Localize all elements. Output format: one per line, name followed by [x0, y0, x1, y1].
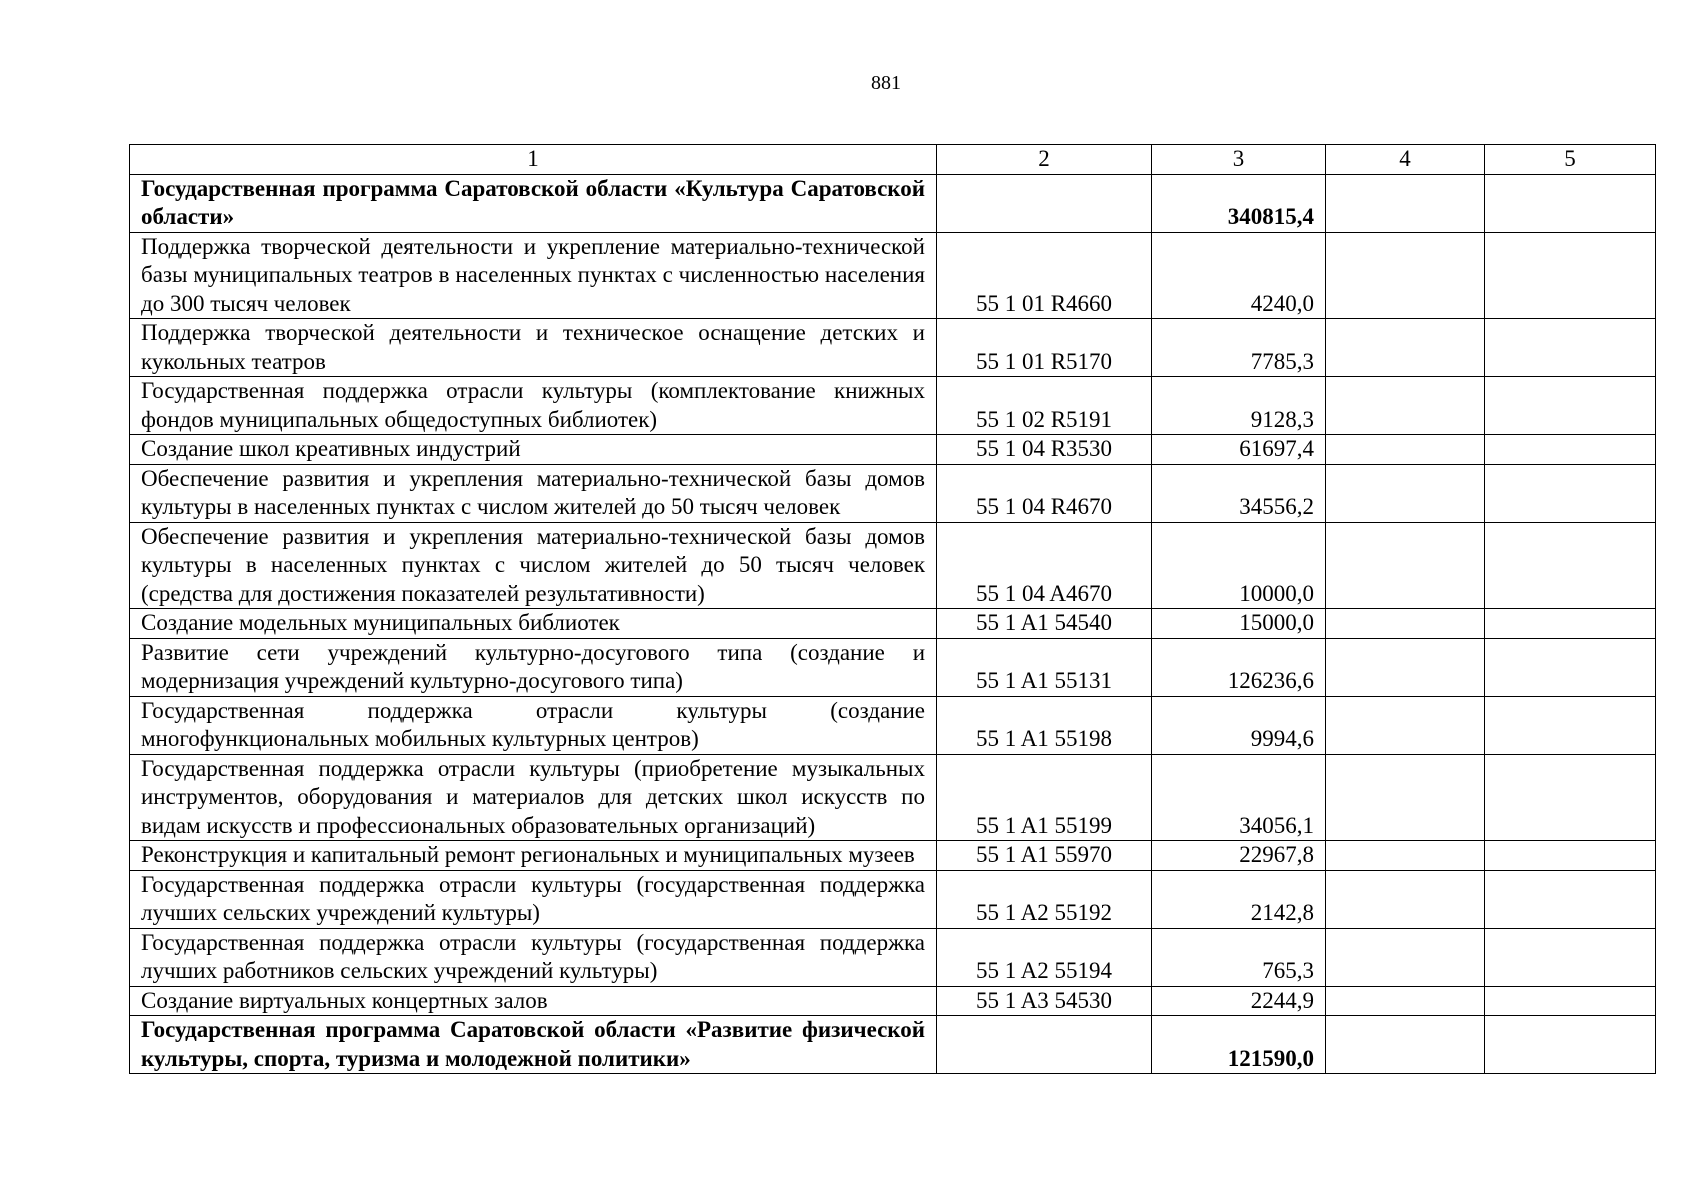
- row-col5-cell: [1485, 986, 1656, 1016]
- row-col4-cell: [1326, 174, 1485, 232]
- row-name-cell: Развитие сети учреждений культурно-досугового типа (создание и модернизация учреждений культурно-досугового типа): [130, 638, 937, 696]
- row-code-cell: 55 1 01 R5170: [937, 319, 1152, 377]
- row-col4-cell: [1326, 435, 1485, 465]
- row-name-cell: Государственная поддержка отрасли культуры (государственная поддержка лучших сельских учреждений культуры): [130, 870, 937, 928]
- row-amount-cell: 2142,8: [1152, 870, 1326, 928]
- row-col4-cell: [1326, 870, 1485, 928]
- row-col4-cell: [1326, 232, 1485, 319]
- row-col4-cell: [1326, 609, 1485, 639]
- row-col4-cell: [1326, 464, 1485, 522]
- row-col4-cell: [1326, 928, 1485, 986]
- row-col4-cell: [1326, 1016, 1485, 1074]
- row-col5-cell: [1485, 754, 1656, 841]
- table-row: [130, 754, 1656, 841]
- row-name-cell: Государственная поддержка отрасли культуры (приобретение музыкальных инструментов, оборудования и материалов для детских школ искусств по видам искусств и профессиональных образовательных организаций): [130, 754, 937, 841]
- row-code-cell: 55 1 04 R3530: [937, 435, 1152, 465]
- row-amount-cell: 121590,0: [1152, 1016, 1326, 1074]
- column-header-3: 3: [1152, 145, 1326, 175]
- row-col4-cell: [1326, 754, 1485, 841]
- table-row: [130, 841, 1656, 871]
- row-name-cell: Обеспечение развития и укрепления материально-технической базы домов культуры в населенных пунктах с числом жителей до 50 тысяч человек (средства для достижения показателей результативности): [130, 522, 937, 609]
- row-name-cell: Создание модельных муниципальных библиотек: [130, 609, 937, 639]
- table-row: [130, 435, 1656, 465]
- row-amount-cell: 765,3: [1152, 928, 1326, 986]
- table-row: [130, 464, 1656, 522]
- table-row: [130, 319, 1656, 377]
- row-code-cell: 55 1 02 R5191: [937, 377, 1152, 435]
- row-amount-cell: 4240,0: [1152, 232, 1326, 319]
- row-name-cell: Государственная поддержка отрасли культуры (создание многофункциональных мобильных культурных центров): [130, 696, 937, 754]
- table-row: [130, 609, 1656, 639]
- row-code-cell: 55 1 A1 55970: [937, 841, 1152, 871]
- row-col5-cell: [1485, 319, 1656, 377]
- table-row: [130, 638, 1656, 696]
- row-name-cell: Реконструкция и капитальный ремонт региональных и муниципальных музеев: [130, 841, 937, 871]
- row-name-cell: Государственная поддержка отрасли культуры (комплектование книжных фондов муниципальных общедоступных библиотек): [130, 377, 937, 435]
- program-row: [130, 1016, 1656, 1074]
- row-code-cell: 55 1 A1 55199: [937, 754, 1152, 841]
- row-col5-cell: [1485, 377, 1656, 435]
- column-header-row: [130, 145, 1656, 175]
- row-col5-cell: [1485, 174, 1656, 232]
- row-amount-cell: 2244,9: [1152, 986, 1326, 1016]
- row-code-cell: 55 1 A2 55192: [937, 870, 1152, 928]
- row-name-cell: Поддержка творческой деятельности и техническое оснащение детских и кукольных театров: [130, 319, 937, 377]
- row-code-cell: 55 1 A1 55131: [937, 638, 1152, 696]
- row-amount-cell: 22967,8: [1152, 841, 1326, 871]
- row-col5-cell: [1485, 696, 1656, 754]
- row-name-cell: Государственная поддержка отрасли культуры (государственная поддержка лучших работников сельских учреждений культуры): [130, 928, 937, 986]
- table-row: [130, 870, 1656, 928]
- row-code-cell: 55 1 A1 54540: [937, 609, 1152, 639]
- row-col4-cell: [1326, 377, 1485, 435]
- column-header-1: 1: [130, 145, 937, 175]
- row-col5-cell: [1485, 464, 1656, 522]
- program-row: [130, 174, 1656, 232]
- table-row: [130, 522, 1656, 609]
- budget-table-body: [130, 145, 1656, 1074]
- row-code-cell: [937, 174, 1152, 232]
- row-col5-cell: [1485, 232, 1656, 319]
- row-code-cell: 55 1 04 A4670: [937, 522, 1152, 609]
- row-amount-cell: 61697,4: [1152, 435, 1326, 465]
- table-row: [130, 377, 1656, 435]
- row-code-cell: 55 1 A3 54530: [937, 986, 1152, 1016]
- row-col5-cell: [1485, 870, 1656, 928]
- row-col4-cell: [1326, 638, 1485, 696]
- row-col5-cell: [1485, 638, 1656, 696]
- row-col5-cell: [1485, 928, 1656, 986]
- table-row: [130, 232, 1656, 319]
- row-col5-cell: [1485, 522, 1656, 609]
- row-amount-cell: 10000,0: [1152, 522, 1326, 609]
- row-code-cell: 55 1 A1 55198: [937, 696, 1152, 754]
- row-name-cell: Создание виртуальных концертных залов: [130, 986, 937, 1016]
- row-col4-cell: [1326, 986, 1485, 1016]
- row-name-cell: Обеспечение развития и укрепления материально-технической базы домов культуры в населенных пунктах с числом жителей до 50 тысяч человек: [130, 464, 937, 522]
- row-amount-cell: 126236,6: [1152, 638, 1326, 696]
- row-col4-cell: [1326, 841, 1485, 871]
- row-code-cell: 55 1 A2 55194: [937, 928, 1152, 986]
- row-amount-cell: 9994,6: [1152, 696, 1326, 754]
- row-code-cell: [937, 1016, 1152, 1074]
- row-amount-cell: 7785,3: [1152, 319, 1326, 377]
- row-name-cell: Поддержка творческой деятельности и укрепление материально-технической базы муниципальных театров в населенных пунктах с численностью населения до 300 тысяч человек: [130, 232, 937, 319]
- row-amount-cell: 9128,3: [1152, 377, 1326, 435]
- row-col4-cell: [1326, 522, 1485, 609]
- row-name-cell: Государственная программа Саратовской области «Культура Саратовской области»: [130, 174, 937, 232]
- table-row: [130, 986, 1656, 1016]
- row-code-cell: 55 1 01 R4660: [937, 232, 1152, 319]
- row-name-cell: Создание школ креативных индустрий: [130, 435, 937, 465]
- row-col5-cell: [1485, 609, 1656, 639]
- row-amount-cell: 34056,1: [1152, 754, 1326, 841]
- budget-table: [129, 144, 1656, 1074]
- row-amount-cell: 34556,2: [1152, 464, 1326, 522]
- row-amount-cell: 340815,4: [1152, 174, 1326, 232]
- row-amount-cell: 15000,0: [1152, 609, 1326, 639]
- row-name-cell: Государственная программа Саратовской области «Развитие физической культуры, спорта, туризма и молодежной политики»: [130, 1016, 937, 1074]
- row-col4-cell: [1326, 319, 1485, 377]
- column-header-2: 2: [937, 145, 1152, 175]
- row-code-cell: 55 1 04 R4670: [937, 464, 1152, 522]
- row-col5-cell: [1485, 435, 1656, 465]
- row-col5-cell: [1485, 841, 1656, 871]
- page-number: 881: [871, 72, 901, 94]
- row-col5-cell: [1485, 1016, 1656, 1074]
- row-col4-cell: [1326, 696, 1485, 754]
- table-row: [130, 928, 1656, 986]
- table-row: [130, 696, 1656, 754]
- column-header-5: 5: [1485, 145, 1656, 175]
- column-header-4: 4: [1326, 145, 1485, 175]
